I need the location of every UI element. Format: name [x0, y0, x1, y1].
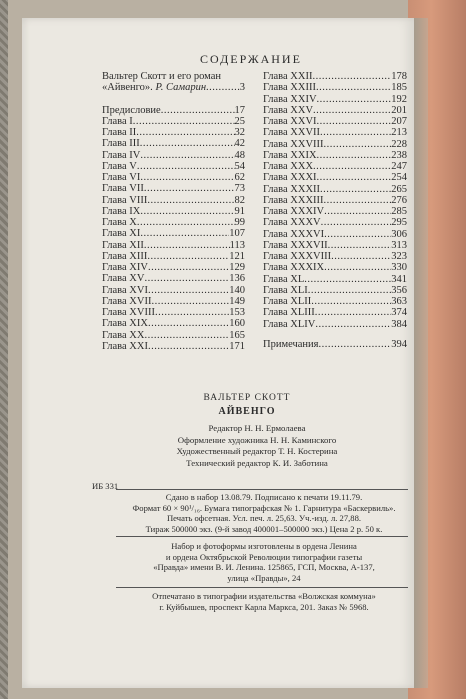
toc-row — [263, 195, 407, 206]
toc-entry-label: Предисловие — [102, 104, 161, 116]
toc-entry-label: Глава XVI — [102, 284, 148, 296]
toc-entry-page: 121 — [229, 250, 245, 262]
toc-entry-label: Глава XVIII — [102, 307, 155, 318]
toc-row — [102, 251, 245, 262]
toc-entry-label: Глава XXXVI — [263, 228, 325, 240]
toc-entry-label: Глава XXXVII — [263, 239, 328, 251]
toc-entry-page: 165 — [229, 329, 245, 341]
toc-row — [102, 217, 245, 228]
toc-entry-label: Глава II — [102, 127, 137, 138]
toc-entry-page: 363 — [391, 296, 407, 307]
imprint-line: улица «Правды», 24 — [227, 572, 301, 583]
toc-row — [102, 318, 245, 329]
imprint-print-lines — [116, 492, 412, 534]
toc-entry-page: 149 — [229, 295, 245, 307]
imprint-line: Набор и фотоформы изготовлены в ордена Ленина — [171, 541, 357, 551]
toc-entry-page: 42 — [234, 138, 245, 150]
book-page — [22, 18, 414, 688]
toc-row — [102, 183, 245, 194]
toc-entry-label: Глава XI — [102, 228, 141, 240]
toc-entry-label: Глава XXX — [263, 161, 314, 172]
toc-row — [263, 116, 407, 127]
credit-line: Редактор Н. Н. Ермолаева — [208, 423, 306, 433]
imprint-line: г. Куйбышев, проспект Карла Маркса, 201. Заказ № 5968. — [159, 601, 369, 612]
toc-entry-page: 213 — [391, 127, 407, 139]
toc-entry-page: 73 — [234, 183, 245, 195]
toc-entry-page: 247 — [391, 161, 407, 172]
toc-row — [263, 206, 407, 217]
toc-entry-label: Глава XXXIV — [263, 206, 325, 217]
toc-entry-label: Глава X — [102, 217, 137, 228]
toc-row — [102, 296, 245, 307]
toc-entry-label: Глава III — [102, 138, 140, 150]
toc-entry-label: Глава XIX — [102, 318, 148, 330]
toc-entry-label: Глава VI — [102, 172, 141, 183]
toc-row — [263, 127, 407, 138]
toc-row — [263, 240, 407, 251]
toc-entry-label: Глава XL — [263, 273, 305, 285]
toc-entry-label: Глава XX — [102, 329, 145, 341]
toc-row — [263, 139, 407, 150]
credit-line: Оформление художника Н. Н. Каминского — [177, 434, 337, 445]
imprint-line: Тираж 500000 экз. (9-й завод 400001–500000 экз.) Цена 2 р. 50 к. — [145, 523, 383, 534]
toc-entry-page: 185 — [391, 82, 407, 94]
toc-intro-line2: «Айвенго». Р. Самарин ..... 3 — [102, 82, 245, 93]
toc-entry-label: Глава IV — [102, 149, 141, 161]
toc-entry-page: 228 — [391, 138, 407, 150]
toc-entry-label: Глава XXIV — [263, 93, 317, 105]
toc-entry-page: 32 — [234, 127, 245, 138]
toc-entry-page: 178 — [391, 71, 407, 82]
toc-intro-author: Р. Самарин — [155, 82, 207, 94]
toc-row — [263, 71, 407, 82]
divider-top — [116, 489, 408, 490]
toc-entry-label: Глава XLIV — [263, 318, 316, 330]
toc-row — [263, 150, 407, 161]
toc-row — [263, 229, 407, 240]
toc-entry-page: 99 — [234, 217, 245, 228]
toc-entry-page: 171 — [229, 340, 245, 352]
toc-entry-page: 91 — [234, 205, 245, 217]
toc-row — [102, 285, 245, 296]
divider-mid — [116, 536, 408, 537]
imprint-line: «Правда» имени В. И. Ленина. 125865, ГСП, Москва, А-137, — [153, 562, 375, 573]
toc-entry-label: Глава XIII — [102, 250, 148, 262]
toc-entry-page: 341 — [391, 273, 407, 285]
toc-entry-label: Глава XXIX — [263, 149, 317, 161]
imprint-final-lines — [116, 591, 412, 612]
toc-entry-page: 356 — [391, 284, 407, 296]
toc-entry-label: Глава XIV — [102, 262, 148, 273]
toc-entry-page: 276 — [391, 194, 407, 206]
toc-entry-label: Глава V — [102, 160, 137, 172]
credit-line: Технический редактор К. И. Заботина — [186, 457, 328, 468]
toc-right-column — [263, 71, 407, 350]
toc-entry-label: Глава XXII — [263, 71, 313, 82]
divider-lower — [116, 587, 408, 588]
toc-entry-page: 295 — [391, 217, 407, 229]
toc-row — [102, 161, 245, 172]
toc-row — [102, 150, 245, 161]
imprint-line: Печать офсетная. Усл. печ. л. 25,63. Уч.-изд. л. 27,88. — [166, 513, 362, 524]
toc-entry-page: 113 — [229, 239, 245, 251]
toc-row — [102, 273, 245, 284]
toc-entry-page: 201 — [391, 104, 407, 116]
toc-entry-label: Глава VIII — [102, 194, 148, 206]
toc-entry-page: 238 — [391, 149, 407, 161]
toc-row — [102, 262, 245, 273]
toc-entry-page: 160 — [229, 318, 245, 330]
toc-row — [102, 330, 245, 341]
toc-row — [102, 240, 245, 251]
toc-entry-page: 323 — [391, 251, 407, 262]
toc-entry-page: 107 — [229, 228, 245, 240]
toc-entry-page: 192 — [391, 93, 407, 105]
toc-intro-page: 3 — [239, 82, 245, 94]
toc-row — [102, 105, 245, 116]
toc-entry-label: Глава XXI — [102, 340, 148, 352]
toc-entry-page: 306 — [391, 228, 407, 240]
book-title: АЙВЕНГО — [218, 406, 276, 417]
toc-row — [263, 319, 407, 330]
toc-row — [102, 172, 245, 183]
toc-row — [102, 341, 245, 352]
toc-entry-page: 384 — [391, 318, 407, 330]
toc-row — [102, 116, 245, 127]
toc-row — [263, 105, 407, 116]
page-edge-shadow — [414, 18, 428, 688]
toc-entry-label: Глава XXIII — [263, 82, 316, 94]
toc-row — [263, 307, 407, 318]
toc-row — [263, 184, 407, 195]
toc-row — [102, 138, 245, 149]
imprint-line: Формат 60 × 90¹/₁₆. Бумага типографская № 1. Гарнитура «Баскервиль». — [132, 502, 396, 513]
toc-entry-label: Глава XXVIII — [263, 138, 324, 150]
toc-entry-label: Глава XLI — [263, 284, 308, 296]
toc-entry-label: Глава XXXIX — [263, 262, 325, 274]
toc-entry-page: 17 — [234, 104, 245, 116]
imprint-line: Сдано в набор 13.08.79. Подписано к печати 19.11.79. — [165, 492, 363, 502]
toc-intro-line1: Вальтер Скотт и его роман — [102, 71, 221, 82]
toc-entry-label: Глава I — [102, 115, 133, 127]
toc-entry-page: 265 — [391, 183, 407, 195]
toc-row — [263, 217, 407, 228]
toc-row — [102, 307, 245, 318]
toc-left-rows — [102, 105, 245, 353]
credit-line: Художественный редактор Т. Н. Костерина — [176, 446, 338, 456]
toc-entry-label: Глава XII — [102, 239, 144, 251]
toc-entry-page: 62 — [234, 172, 245, 183]
toc-entry-page: 54 — [234, 160, 245, 172]
toc-entry-label: Глава XV — [102, 273, 145, 285]
toc-entry-label: Глава XXV — [263, 104, 314, 116]
toc-entry-page: 25 — [234, 115, 245, 127]
toc-entry-label: Глава XXVII — [263, 127, 321, 139]
imprint-line: и ордена Октябрьской Революции типографии газеты — [165, 551, 363, 562]
toc-entry-page: 129 — [229, 262, 245, 273]
imprint-printer-lines — [116, 541, 412, 583]
toc-row — [263, 161, 407, 172]
imprint-ib: ИБ 331 — [92, 481, 119, 491]
toc-row — [263, 285, 407, 296]
toc-entry-page: 140 — [229, 284, 245, 296]
toc-entry-page: 285 — [391, 206, 407, 217]
toc-entry-label: Глава XXXIII — [263, 194, 324, 206]
toc-row — [102, 195, 245, 206]
toc-row — [263, 296, 407, 307]
toc-row — [263, 82, 407, 93]
book-credits — [92, 423, 422, 469]
toc-entry-label: Глава XXXI — [263, 172, 317, 184]
toc-notes-label: Примечания — [263, 338, 319, 350]
toc-entry-label: Глава XLIII — [263, 307, 315, 319]
toc-entry-page: 153 — [229, 307, 245, 318]
toc-row — [263, 274, 407, 285]
toc-entry-page: 82 — [234, 194, 245, 206]
toc-entry-label: Глава XVII — [102, 295, 152, 307]
toc-entry-label: Глава XXXV — [263, 217, 321, 229]
toc-row — [102, 127, 245, 138]
book-author: ВАЛЬТЕР СКОТТ — [203, 393, 291, 403]
toc-row — [263, 172, 407, 183]
toc-entry-page: 207 — [391, 116, 407, 127]
toc-entry-page: 374 — [391, 307, 407, 319]
toc-title: СОДЕРЖАНИЕ — [200, 52, 302, 66]
toc-left-column — [102, 71, 245, 352]
toc-entry-label: Глава XXVI — [263, 116, 317, 127]
toc-entry-label: Глава XLII — [263, 296, 312, 307]
toc-row — [102, 228, 245, 239]
toc-entry-page: 254 — [391, 172, 407, 184]
toc-right-rows — [263, 71, 407, 330]
toc-entry-page: 330 — [391, 262, 407, 274]
toc-row — [263, 262, 407, 273]
toc-entry-page: 313 — [391, 239, 407, 251]
toc-entry-page: 136 — [229, 273, 245, 285]
toc-notes-page: 394 — [391, 338, 407, 350]
toc-entry-label: Глава VII — [102, 183, 144, 195]
toc-row — [263, 94, 407, 105]
toc-row — [263, 251, 407, 262]
toc-entry-label: Глава XXXVIII — [263, 251, 332, 262]
toc-row — [102, 206, 245, 217]
toc-entry-label: Глава IX — [102, 205, 141, 217]
toc-entry-label: Глава XXXII — [263, 183, 321, 195]
toc-entry-page: 48 — [234, 149, 245, 161]
toc-notes-row — [263, 339, 407, 350]
imprint-line: Отпечатано в типографии издательства «Волжская коммуна» — [152, 591, 376, 601]
